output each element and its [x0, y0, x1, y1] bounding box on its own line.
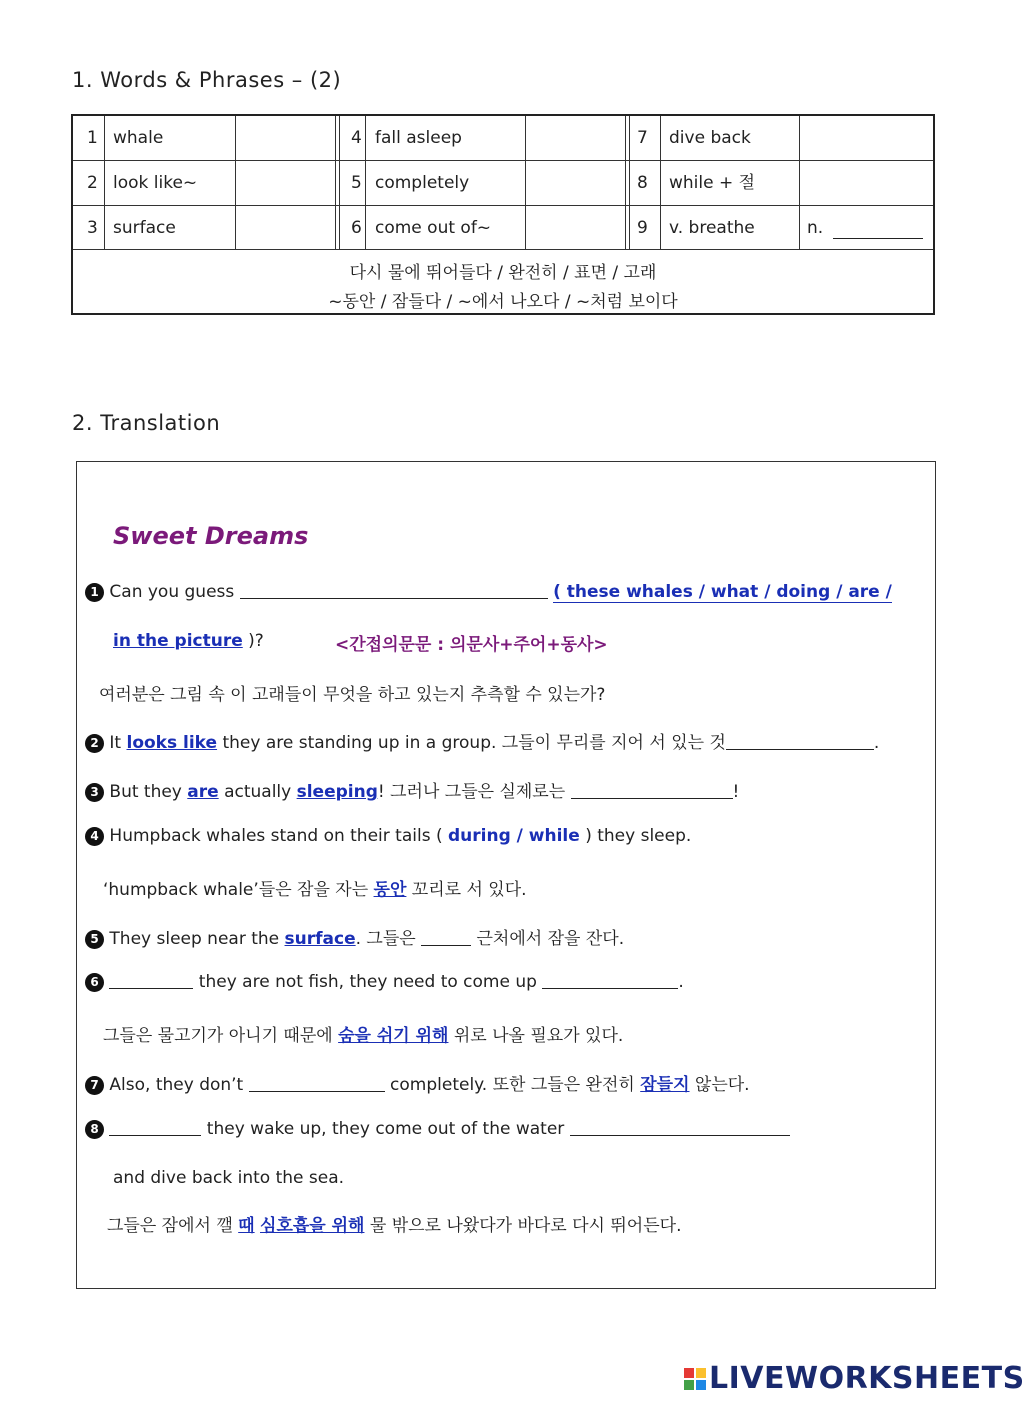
- vocab-word: whale: [113, 128, 164, 148]
- choice-words-1: ( these whales / what / doing / are /: [553, 582, 892, 602]
- korean-8: 그들은 잠에서 깰 때 심호흡을 위해 물 밖으로 나왔다가 바다로 다시 뛰어든다.: [107, 1216, 682, 1236]
- hint-line-1: 다시 물에 뛰어들다 / 완전히 / 표면 / 고래: [349, 263, 657, 283]
- number-badge: 1: [85, 583, 104, 602]
- story-title: Sweet Dreams: [113, 522, 309, 550]
- vocab-num: 9: [637, 218, 648, 238]
- answer-blank-6b[interactable]: [542, 974, 678, 989]
- korean-4: ‘humpback whale’들은 잠을 자는 동안 꼬리로 서 있다.: [103, 880, 527, 900]
- vocab-num: 7: [637, 128, 648, 148]
- vocab-word: v. breathe: [669, 218, 755, 238]
- vocab-num: 8: [637, 173, 648, 193]
- vocab-word: surface: [113, 218, 176, 238]
- vocab-word: completely: [375, 173, 470, 193]
- vocab-word: look like~: [113, 173, 198, 193]
- sentence-8: 8 they wake up, they come out of the water: [85, 1119, 790, 1139]
- sentence-2: 2 It looks like they are standing up in a group. 그들이 무리를 지어 서 있는 것 .: [85, 728, 879, 753]
- vocab-word: while + 절: [669, 173, 756, 193]
- number-badge: 8: [85, 1120, 104, 1139]
- hint-line-2: ~동안 / 잠들다 / ~에서 나오다 / ~처럼 보이다: [328, 292, 678, 312]
- number-badge: 3: [85, 783, 104, 802]
- number-badge: 6: [85, 973, 104, 992]
- sentence-8-cont: and dive back into the sea.: [113, 1168, 345, 1188]
- sentence-7: 7 Also, they don’t completely. 또한 그들은 완전히 잠들지 않는다.: [85, 1070, 750, 1095]
- answer-blank-7[interactable]: [249, 1077, 385, 1092]
- number-badge: 2: [85, 734, 104, 753]
- number-badge: 7: [85, 1076, 104, 1095]
- sentence-4: 4 Humpback whales stand on their tails ( during / while ) they sleep.: [85, 826, 691, 846]
- vocab-num: 3: [87, 218, 98, 238]
- section1-title: 1. Words & Phrases – (2): [72, 68, 342, 92]
- logo-mark-icon: [684, 1368, 706, 1390]
- sentence-1: 1 Can you guess ( these whales / what / doing / are /: [85, 582, 892, 602]
- number-badge: 4: [85, 827, 104, 846]
- vocab-word: come out of~: [375, 218, 492, 238]
- answer-blank-1[interactable]: [240, 584, 548, 599]
- grammar-note: <간접의문문 : 의문사+주어+동사>: [335, 635, 608, 655]
- section2-title: 2. Translation: [72, 411, 221, 435]
- answer-blank-6a[interactable]: [109, 974, 193, 989]
- vocab-num: 2: [87, 173, 98, 193]
- vocab-num: 5: [351, 173, 362, 193]
- answer-blank-5[interactable]: [421, 931, 471, 946]
- liveworksheets-logo: LIVEWORKSHEETS: [684, 1361, 1025, 1396]
- answer-blank-8b[interactable]: [570, 1121, 790, 1136]
- vocab-word: fall asleep: [375, 128, 462, 148]
- answer-blank-8a[interactable]: [109, 1121, 201, 1136]
- korean-6: 그들은 물고기가 아니기 때문에 숨을 쉬기 위해 위로 나올 필요가 있다.: [103, 1026, 624, 1046]
- vocab-word: dive back: [669, 128, 751, 148]
- sentence-1-cont: in the picture )?: [113, 631, 264, 651]
- vocab-noun-label: n.: [807, 218, 824, 238]
- sentence-6: 6 they are not fish, they need to come up .: [85, 972, 684, 992]
- vocab-num: 6: [351, 218, 362, 238]
- sentence-3: 3 But they are actually sleeping! 그러나 그들은 실제로는 !: [85, 777, 739, 802]
- sentence-5: 5 They sleep near the surface. 그들은 근처에서 잠을 잔다.: [85, 924, 624, 949]
- vocab-num: 1: [87, 128, 98, 148]
- translation-box: [76, 461, 936, 1289]
- answer-blank-2[interactable]: [726, 735, 874, 750]
- korean-1: 여러분은 그림 속 이 고래들이 무엇을 하고 있는지 추측할 수 있는가?: [99, 685, 606, 705]
- number-badge: 5: [85, 930, 104, 949]
- vocab-num: 4: [351, 128, 362, 148]
- vocab-table: [71, 114, 935, 315]
- answer-blank-3[interactable]: [571, 784, 733, 799]
- noun-answer-blank[interactable]: [833, 224, 923, 239]
